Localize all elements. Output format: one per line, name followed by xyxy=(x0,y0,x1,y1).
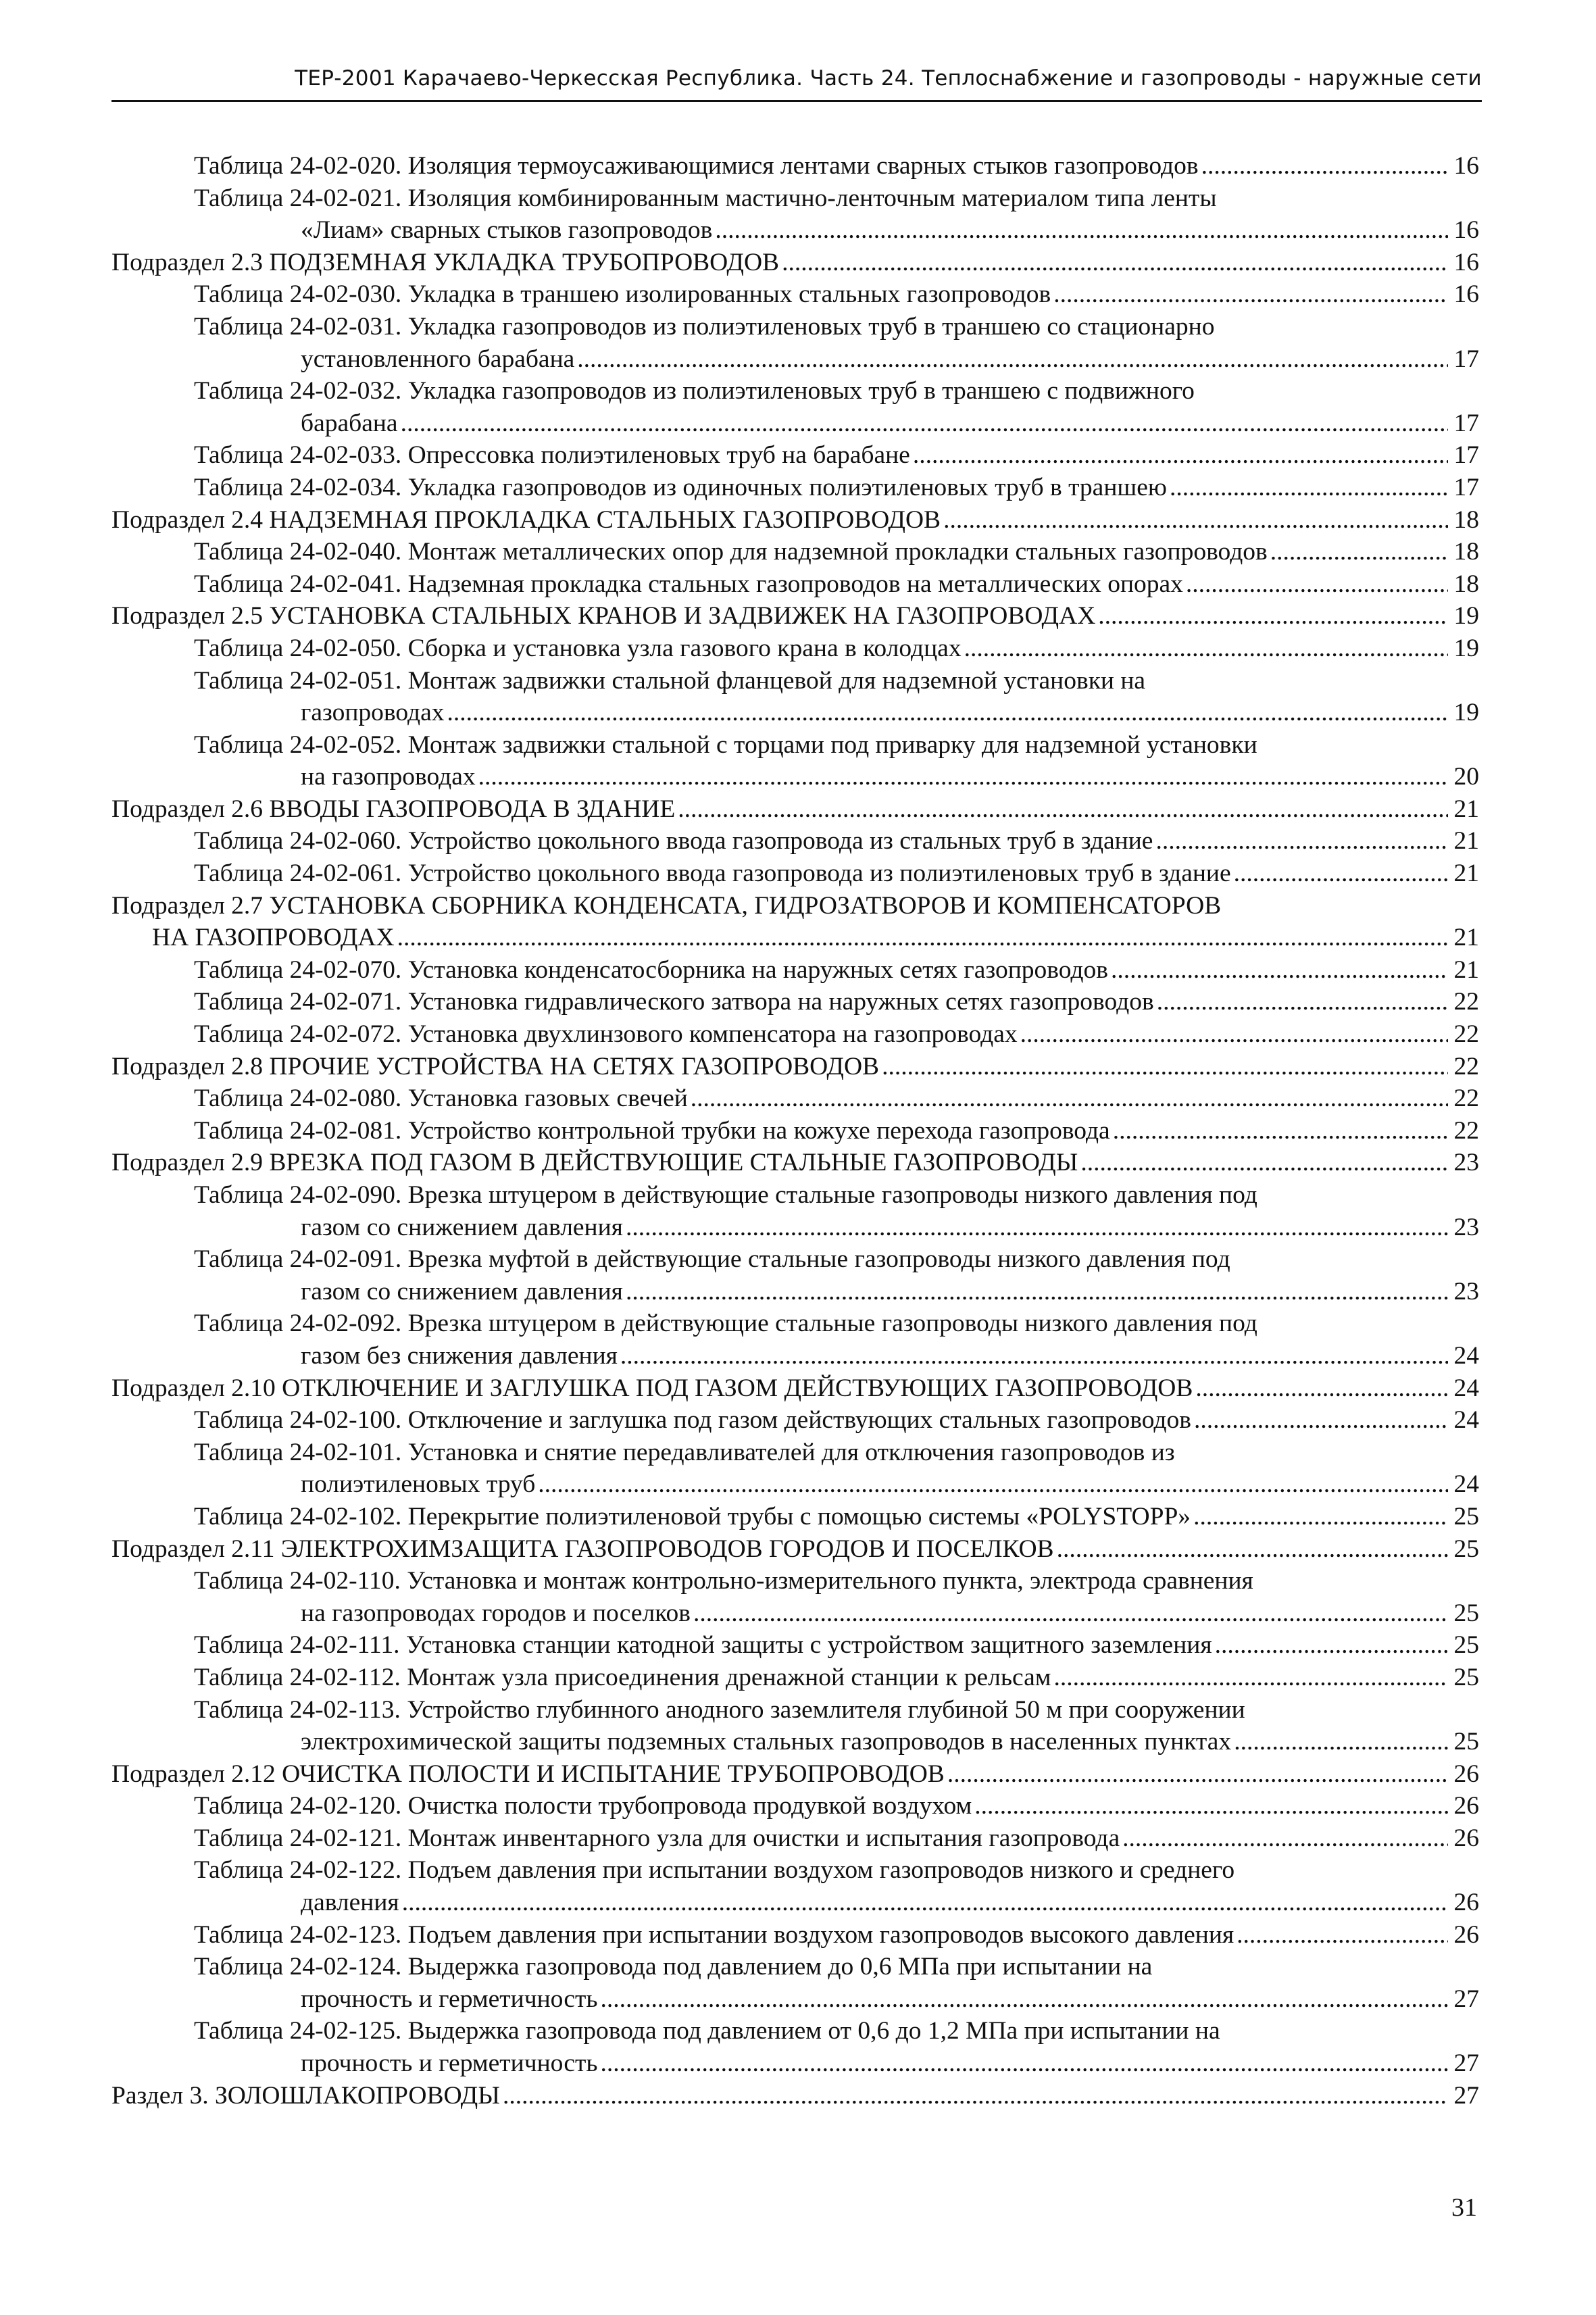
toc-page-number: 19 xyxy=(1453,699,1479,727)
toc-table-entry[interactable] xyxy=(111,182,1479,247)
toc-page-number: 21 xyxy=(1453,924,1479,952)
toc-page-number: 27 xyxy=(1453,1985,1479,2013)
dot-leader xyxy=(447,697,1448,729)
toc-section-entry[interactable] xyxy=(111,600,1479,632)
toc-entry-text: Таблица 24-02-110. Установка и монтаж контрольно-измерительного пункта, электрода сравнения xyxy=(194,1567,1253,1595)
toc-page-number: 25 xyxy=(1453,1728,1479,1756)
dot-leader xyxy=(913,439,1448,472)
toc-table-entry[interactable] xyxy=(111,1179,1479,1243)
toc-entry-text: давления xyxy=(301,1889,399,1917)
dot-leader xyxy=(1053,278,1448,311)
toc-entry-text: Таблица 24-02-061. Устройство цокольного ввода газопровода из полиэтиленовых труб в здание xyxy=(194,860,1231,888)
dot-leader xyxy=(1195,1372,1448,1405)
toc-page-number: 22 xyxy=(1453,1085,1479,1113)
toc-page-number: 26 xyxy=(1453,1920,1479,1949)
toc-entry-text: полиэтиленовых труб xyxy=(301,1470,536,1499)
toc-page-number: 22 xyxy=(1453,1020,1479,1049)
toc-table-entry[interactable] xyxy=(111,825,1479,857)
toc-table-entry[interactable] xyxy=(111,1790,1479,1822)
toc-page-number: 18 xyxy=(1453,505,1479,534)
toc-entry-text: Таблица 24-02-052. Монтаж задвижки стальной с торцами под приварку для надземной установки xyxy=(194,730,1257,759)
toc-entry-text: Таблица 24-02-032. Укладка газопроводов из полиэтиленовых труб в траншею с подвижного xyxy=(194,377,1195,405)
dot-leader xyxy=(1234,857,1448,890)
toc-entry-text: газом без снижения давления xyxy=(301,1341,618,1370)
dot-leader xyxy=(577,343,1448,376)
toc-entry-text: Подраздел 2.6 ВВОДЫ ГАЗОПРОВОДА В ЗДАНИЕ xyxy=(111,795,676,823)
toc-table-entry[interactable] xyxy=(111,472,1479,504)
toc-page-number: 16 xyxy=(1453,152,1479,180)
toc-entry-text: Таблица 24-02-081. Устройство контрольной трубки на кожухе перехода газопровода xyxy=(194,1116,1110,1145)
toc-table-entry[interactable] xyxy=(111,1115,1479,1147)
toc-page-number: 25 xyxy=(1453,1663,1479,1691)
toc-table-entry[interactable] xyxy=(111,536,1479,568)
dot-leader xyxy=(715,214,1448,247)
toc-entry-text: прочность и герметичность xyxy=(301,1985,598,2013)
toc-section-entry[interactable] xyxy=(111,1147,1479,1179)
toc-page-number: 22 xyxy=(1453,1052,1479,1080)
toc-section-entry[interactable] xyxy=(111,2080,1479,2112)
toc-entry-text: Таблица 24-02-070. Установка конденсатосборника на наружных сетях газопроводов xyxy=(194,955,1108,984)
toc-entry-text: барабана xyxy=(301,409,398,437)
toc-page-number: 22 xyxy=(1453,1116,1479,1145)
toc-page-number: 24 xyxy=(1453,1406,1479,1435)
toc-page-number: 17 xyxy=(1453,441,1479,470)
toc-page-number: 21 xyxy=(1453,955,1479,984)
toc-section-entry[interactable] xyxy=(111,504,1479,537)
dot-leader xyxy=(1186,568,1448,601)
dot-leader xyxy=(1234,1726,1448,1758)
dot-leader xyxy=(691,1082,1448,1115)
toc-page-number: 20 xyxy=(1453,763,1479,791)
toc-table-entry[interactable] xyxy=(111,1919,1479,1951)
toc-page-number: 25 xyxy=(1453,1631,1479,1660)
toc-table-entry[interactable] xyxy=(111,1501,1479,1533)
toc-entry-text: Таблица 24-02-060. Устройство цокольного ввода газопровода из стальных труб в здание xyxy=(194,827,1153,855)
toc-table-entry[interactable] xyxy=(111,1243,1479,1308)
toc-entry-text: Таблица 24-02-050. Сборка и установка узла газового крана в колодцах xyxy=(194,634,962,662)
toc-entry-text: установленного барабана xyxy=(301,345,575,373)
toc-page-number: 26 xyxy=(1453,1792,1479,1820)
toc-table-entry[interactable] xyxy=(111,1629,1479,1662)
toc-entry-text: Таблица 24-02-092. Врезка штуцером в действующие стальные газопроводы низкого давления под xyxy=(194,1310,1257,1338)
toc-entry-text: «Лиам» сварных стыков газопроводов xyxy=(301,216,713,245)
table-of-contents xyxy=(111,150,1479,2112)
dot-leader xyxy=(1057,1533,1448,1566)
toc-section-entry[interactable] xyxy=(111,1533,1479,1566)
dot-leader xyxy=(882,1051,1448,1083)
toc-entry-text: на газопроводах xyxy=(301,763,476,791)
toc-section-entry[interactable] xyxy=(111,890,1479,954)
page-number: 31 xyxy=(1451,2193,1477,2222)
toc-page-number: 23 xyxy=(1453,1213,1479,1241)
toc-table-entry[interactable] xyxy=(111,1404,1479,1437)
toc-entry-text: Таблица 24-02-041. Надземная прокладка стальных газопроводов на металлических опорах xyxy=(194,570,1183,598)
dot-leader xyxy=(1170,472,1448,504)
toc-table-entry[interactable] xyxy=(111,439,1479,472)
toc-table-entry[interactable] xyxy=(111,1308,1479,1372)
toc-entry-text: Таблица 24-02-080. Установка газовых свечей xyxy=(194,1085,688,1113)
dot-leader xyxy=(402,1887,1448,1919)
dot-leader xyxy=(1122,1822,1448,1855)
toc-entry-text: Подраздел 2.8 ПРОЧИЕ УСТРОЙСТВА НА СЕТЯХ ГАЗОПРОВОДОВ xyxy=(111,1052,880,1080)
toc-page-number: 27 xyxy=(1453,2081,1479,2110)
page-header: ТЕР-2001 Карачаево-Черкесская Республика. Часть 24. Теплоснабжение и газопроводы - наружные сети xyxy=(111,66,1482,102)
toc-table-entry[interactable] xyxy=(111,632,1479,665)
toc-entry-text: Таблица 24-02-120. Очистка полости трубопровода продувкой воздухом xyxy=(194,1792,972,1820)
toc-page-number: 24 xyxy=(1453,1374,1479,1402)
toc-page-number: 21 xyxy=(1453,795,1479,823)
dot-leader xyxy=(943,504,1448,537)
dot-leader xyxy=(782,247,1448,279)
toc-entry-text: Таблица 24-02-072. Установка двухлинзового компенсатора на газопроводах xyxy=(194,1020,1018,1049)
toc-table-entry[interactable] xyxy=(111,1951,1479,2015)
toc-section-entry[interactable] xyxy=(111,1372,1479,1405)
dot-leader xyxy=(626,1276,1448,1308)
toc-page-number: 24 xyxy=(1453,1470,1479,1499)
toc-page-number: 22 xyxy=(1453,988,1479,1016)
toc-entry-text: Таблица 24-02-122. Подъем давления при испытании воздухом газопроводов низкого и среднего xyxy=(194,1856,1235,1885)
toc-page-number: 17 xyxy=(1453,409,1479,437)
dot-leader xyxy=(1113,1115,1448,1147)
dot-leader xyxy=(1080,1147,1448,1179)
toc-entry-text: Таблица 24-02-033. Опрессовка полиэтиленовых труб на барабане xyxy=(194,441,910,470)
toc-entry-text: Таблица 24-02-101. Установка и снятие передавливателей для отключения газопроводов из xyxy=(194,1438,1175,1466)
dot-leader xyxy=(1098,600,1448,632)
toc-table-entry[interactable] xyxy=(111,1437,1479,1501)
toc-entry-text: НА ГАЗОПРОВОДАХ xyxy=(152,924,395,952)
toc-page-number: 25 xyxy=(1453,1599,1479,1627)
toc-table-entry[interactable] xyxy=(111,1018,1479,1051)
dot-leader xyxy=(947,1758,1448,1791)
toc-entry-text: на газопроводах городов и поселков xyxy=(301,1599,691,1627)
toc-entry-text: Таблица 24-02-100. Отключение и заглушка под газом действующих стальных газопроводов xyxy=(194,1406,1191,1435)
toc-entry-text: Таблица 24-02-031. Укладка газопроводов из полиэтиленовых труб в траншею со стационарно xyxy=(194,312,1215,341)
toc-entry-text: газом со снижением давления xyxy=(301,1213,623,1241)
toc-entry-text: Таблица 24-02-071. Установка гидравлического затвора на наружных сетях газопроводов xyxy=(194,988,1154,1016)
dot-leader xyxy=(620,1340,1448,1372)
toc-entry-text: Таблица 24-02-113. Устройство глубинного анодного заземлителя глубиной 50 м при сооружении xyxy=(194,1695,1245,1724)
toc-table-entry[interactable] xyxy=(111,150,1479,182)
dot-leader xyxy=(1215,1629,1448,1662)
toc-page-number: 25 xyxy=(1453,1535,1479,1563)
toc-page-number: 25 xyxy=(1453,1502,1479,1530)
toc-entry-text: Подраздел 2.11 ЭЛЕКТРОХИМЗАЩИТА ГАЗОПРОВОДОВ ГОРОДОВ И ПОСЕЛКОВ xyxy=(111,1535,1054,1563)
toc-page-number: 26 xyxy=(1453,1889,1479,1917)
toc-entry-text: Подраздел 2.9 ВРЕЗКА ПОД ГАЗОМ В ДЕЙСТВУЮЩИЕ СТАЛЬНЫЕ ГАЗОПРОВОДЫ xyxy=(111,1149,1078,1177)
toc-entry-text: Таблица 24-02-090. Врезка штуцером в действующие стальные газопроводы низкого давления под xyxy=(194,1181,1257,1209)
toc-entry-text: Таблица 24-02-020. Изоляция термоусаживающимися лентами сварных стыков газопроводов xyxy=(194,152,1199,180)
toc-table-entry[interactable] xyxy=(111,1082,1479,1115)
toc-entry-text: Подраздел 2.7 УСТАНОВКА СБОРНИКА КОНДЕНСАТА, ГИДРОЗАТВОРОВ И КОМПЕНСАТОРОВ xyxy=(111,891,1222,920)
toc-table-entry[interactable] xyxy=(111,1854,1479,1918)
dot-leader xyxy=(1020,1018,1448,1051)
toc-table-entry[interactable] xyxy=(111,1565,1479,1629)
dot-leader xyxy=(1201,150,1448,182)
toc-table-entry[interactable] xyxy=(111,375,1479,439)
toc-section-entry[interactable] xyxy=(111,1051,1479,1083)
toc-entry-text: Раздел 3. ЗОЛОШЛАКОПРОВОДЫ xyxy=(111,2081,500,2110)
toc-entry-text: Таблица 24-02-051. Монтаж задвижки стальной фланцевой для надземной установки на xyxy=(194,666,1146,695)
toc-entry-text: Таблица 24-02-111. Установка станции катодной защиты с устройством защитного заземления xyxy=(194,1631,1212,1660)
toc-entry-text: газопроводах xyxy=(301,699,445,727)
toc-table-entry[interactable] xyxy=(111,986,1479,1018)
dot-leader xyxy=(1237,1919,1448,1951)
toc-page-number: 26 xyxy=(1453,1824,1479,1852)
toc-table-entry[interactable] xyxy=(111,665,1479,729)
toc-page-number: 18 xyxy=(1453,538,1479,566)
toc-page-number: 23 xyxy=(1453,1149,1479,1177)
toc-entry-text: Подраздел 2.3 ПОДЗЕМНАЯ УКЛАДКА ТРУБОПРОВОДОВ xyxy=(111,248,780,276)
toc-table-entry[interactable] xyxy=(111,857,1479,890)
dot-leader xyxy=(1053,1662,1448,1694)
toc-entry-text: Таблица 24-02-102. Перекрытие полиэтиленовой трубы с помощью системы «POLYSTOPP» xyxy=(194,1502,1191,1530)
dot-leader xyxy=(503,2080,1448,2112)
dot-leader xyxy=(1111,954,1448,987)
toc-entry-text: Подраздел 2.12 ОЧИСТКА ПОЛОСТИ И ИСПЫТАНИЕ ТРУБОПРОВОДОВ xyxy=(111,1760,945,1788)
dot-leader xyxy=(600,1983,1448,2016)
toc-table-entry[interactable] xyxy=(111,311,1479,375)
toc-page-number: 26 xyxy=(1453,1760,1479,1788)
toc-entry-text: газом со снижением давления xyxy=(301,1277,623,1305)
toc-entry-text: Таблица 24-02-123. Подъем давления при испытании воздухом газопроводов высокого давления xyxy=(194,1920,1235,1949)
toc-entry-text: Таблица 24-02-125. Выдержка газопровода под давлением от 0,6 до 1,2 МПа при испытании на xyxy=(194,2017,1220,2045)
toc-table-entry[interactable] xyxy=(111,1822,1479,1855)
dot-leader xyxy=(478,761,1448,793)
dot-leader xyxy=(693,1597,1448,1630)
dot-leader xyxy=(974,1790,1448,1822)
toc-entry-text: Таблица 24-02-040. Монтаж металлических опор для надземной прокладки стальных газопроводов xyxy=(194,538,1268,566)
dot-leader xyxy=(397,922,1448,954)
toc-entry-text: Подраздел 2.5 УСТАНОВКА СТАЛЬНЫХ КРАНОВ И ЗАДВИЖЕК НА ГАЗОПРОВОДАХ xyxy=(111,602,1096,630)
toc-page-number: 17 xyxy=(1453,473,1479,501)
toc-page-number: 23 xyxy=(1453,1277,1479,1305)
toc-entry-text: Таблица 24-02-121. Монтаж инвентарного узла для очистки и испытания газопровода xyxy=(194,1824,1120,1852)
toc-page-number: 17 xyxy=(1453,345,1479,373)
toc-entry-text: Таблица 24-02-112. Монтаж узла присоединения дренажной станции к рельсам xyxy=(194,1663,1051,1691)
dot-leader xyxy=(401,407,1448,440)
dot-leader xyxy=(964,632,1448,665)
toc-page-number: 16 xyxy=(1453,248,1479,276)
toc-entry-text: электрохимической защиты подземных стальных газопроводов в населенных пунктах xyxy=(301,1728,1232,1756)
toc-table-entry[interactable] xyxy=(111,1694,1479,1758)
toc-entry-text: Таблица 24-02-034. Укладка газопроводов из одиночных полиэтиленовых труб в траншею xyxy=(194,473,1167,501)
dot-leader xyxy=(1270,536,1448,568)
toc-entry-text: прочность и герметичность xyxy=(301,2049,598,2078)
toc-page-number: 18 xyxy=(1453,570,1479,598)
toc-table-entry[interactable] xyxy=(111,954,1479,987)
toc-page-number: 16 xyxy=(1453,216,1479,245)
toc-section-entry[interactable] xyxy=(111,247,1479,279)
toc-section-entry[interactable] xyxy=(111,793,1479,826)
toc-page-number: 21 xyxy=(1453,860,1479,888)
dot-leader xyxy=(538,1468,1448,1501)
dot-leader xyxy=(1194,1404,1448,1437)
toc-entry-text: Таблица 24-02-021. Изоляция комбинированным мастично-ленточным материалом типа ленты xyxy=(194,184,1217,212)
dot-leader xyxy=(600,2047,1448,2080)
toc-page-number: 19 xyxy=(1453,634,1479,662)
toc-page-number: 21 xyxy=(1453,827,1479,855)
toc-table-entry[interactable] xyxy=(111,1662,1479,1694)
toc-page-number: 24 xyxy=(1453,1341,1479,1370)
toc-table-entry[interactable] xyxy=(111,278,1479,311)
toc-entry-text: Подраздел 2.10 ОТКЛЮЧЕНИЕ И ЗАГЛУШКА ПОД ГАЗОМ ДЕЙСТВУЮЩИХ ГАЗОПРОВОДОВ xyxy=(111,1374,1193,1402)
toc-table-entry[interactable] xyxy=(111,2015,1479,2079)
toc-page-number: 19 xyxy=(1453,602,1479,630)
dot-leader xyxy=(1193,1501,1448,1533)
toc-page-number: 16 xyxy=(1453,280,1479,309)
toc-entry-text: Таблица 24-02-091. Врезка муфтой в действующие стальные газопроводы низкого давления под xyxy=(194,1245,1230,1274)
toc-section-entry[interactable] xyxy=(111,1758,1479,1791)
toc-entry-text: Таблица 24-02-124. Выдержка газопровода под давлением до 0,6 МПа при испытании на xyxy=(194,1953,1153,1981)
dot-leader xyxy=(1155,825,1448,857)
toc-table-entry[interactable] xyxy=(111,729,1479,793)
dot-leader xyxy=(1157,986,1448,1018)
toc-table-entry[interactable] xyxy=(111,568,1479,601)
dot-leader xyxy=(678,793,1448,826)
toc-entry-text: Таблица 24-02-030. Укладка в траншею изолированных стальных газопроводов xyxy=(194,280,1051,309)
toc-page-number: 27 xyxy=(1453,2049,1479,2078)
dot-leader xyxy=(626,1212,1448,1244)
toc-entry-text: Подраздел 2.4 НАДЗЕМНАЯ ПРОКЛАДКА СТАЛЬНЫХ ГАЗОПРОВОДОВ xyxy=(111,505,941,534)
